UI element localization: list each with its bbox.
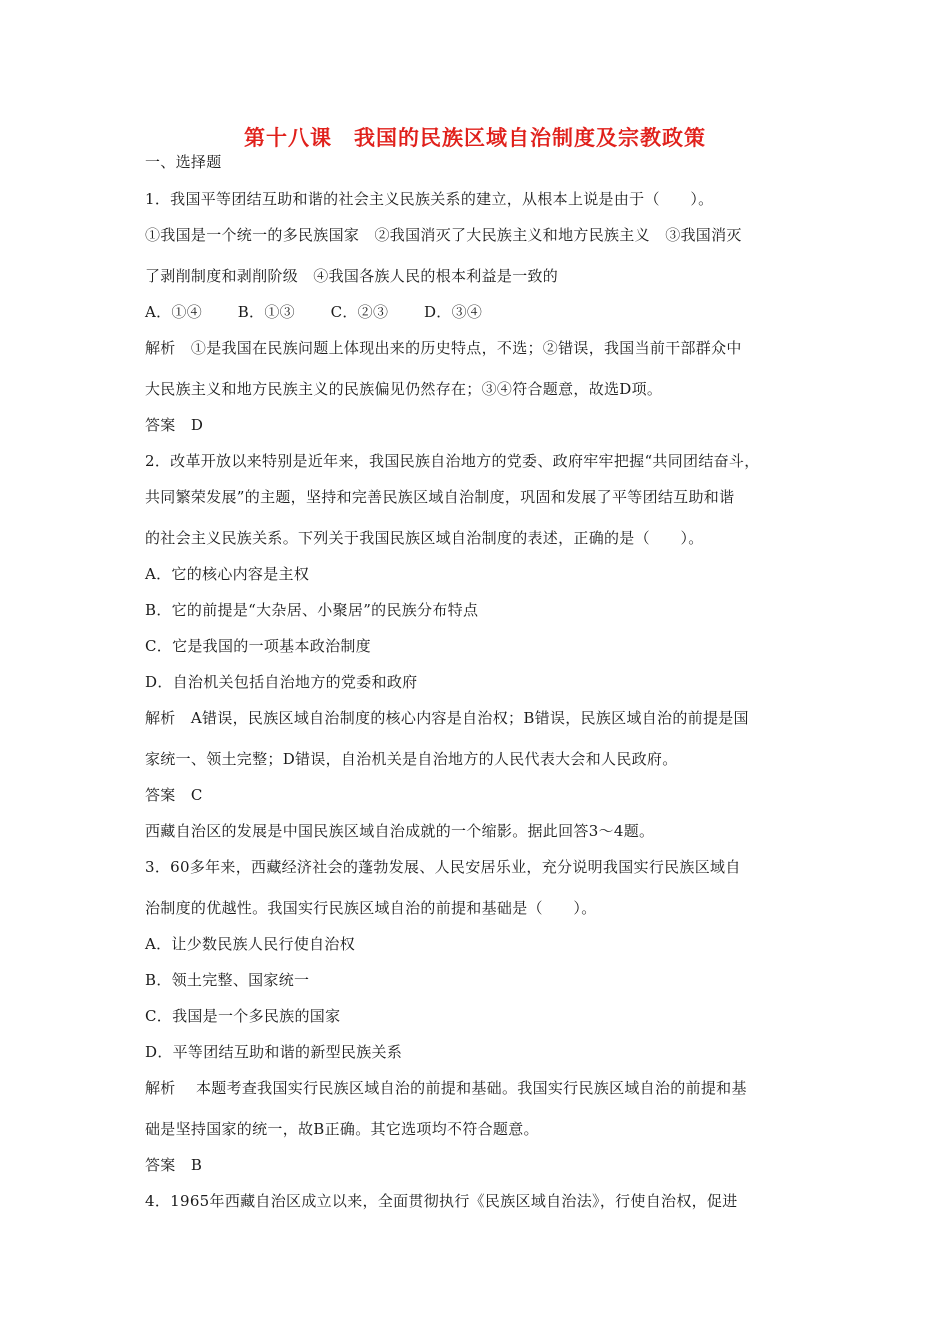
question-3-option-d: D．平等团结互助和谐的新型民族关系 — [145, 1043, 403, 1061]
question-2-analysis-line-2: 家统一、领土完整；D错误，自治机关是自治地方的人民代表大会和人民政府。 — [145, 750, 678, 768]
question-3-stem-line-2: 治制度的优越性。我国实行民族区域自治的前提和基础是（ ）。 — [145, 899, 597, 917]
question-3-option-c: C．我国是一个多民族的国家 — [145, 1007, 341, 1025]
question-2-answer: 答案 C — [145, 786, 203, 804]
question-4-stem-line-1: 4．1965年西藏自治区成立以来，全面贯彻执行《民族区域自治法》，行使自治权，促进 — [145, 1192, 738, 1210]
question-3-option-b: B．领土完整、国家统一 — [145, 971, 310, 989]
passage-text: 西藏自治区的发展是中国民族区域自治成就的一个缩影。据此回答3～4题。 — [145, 822, 655, 840]
question-2-stem-line-2: 共同繁荣发展”的主题，坚持和完善民族区域自治制度，巩固和发展了平等团结互助和谐 — [145, 488, 735, 506]
question-2-stem-line-3: 的社会主义民族关系。下列关于我国民族区域自治制度的表述，正确的是（ ）。 — [145, 529, 704, 547]
section-heading: 一、选择题 — [145, 153, 222, 171]
question-1-choices: A．①④ B．①③ C．②③ D．③④ — [145, 303, 483, 321]
question-3-answer: 答案 B — [145, 1156, 203, 1174]
question-3-analysis-line-2: 础是坚持国家的统一，故B正确。其它选项均不符合题意。 — [145, 1120, 539, 1138]
question-1-options-line-2: 了剥削制度和剥削阶级 ④我国各族人民的根本利益是一致的 — [145, 267, 559, 285]
page-title: 第十八课 我国的民族区域自治制度及宗教政策 — [244, 126, 706, 150]
question-2-option-a: A．它的核心内容是主权 — [145, 565, 310, 583]
question-1-stem: 1．我国平等团结互助和谐的社会主义民族关系的建立，从根本上说是由于（ ）。 — [145, 190, 714, 208]
question-2-option-c: C．它是我国的一项基本政治制度 — [145, 637, 371, 655]
question-3-option-a: A．让少数民族人民行使自治权 — [145, 935, 356, 953]
question-2-option-b: B．它的前提是“大杂居、小聚居”的民族分布特点 — [145, 601, 479, 619]
question-1-analysis-line-2: 大民族主义和地方民族主义的民族偏见仍然存在；③④符合题意，故选D项。 — [145, 380, 663, 398]
question-3-stem-line-1: 3．60多年来，西藏经济社会的蓬勃发展、人民安居乐业，充分说明我国实行民族区域自 — [145, 858, 741, 876]
question-2-analysis-line-1: 解析 A错误，民族区域自治制度的核心内容是自治权；B错误，民族区域自治的前提是国 — [145, 709, 749, 727]
question-2-stem-line-1: 2．改革开放以来特别是近年来，我国民族自治地方的党委、政府牢牢把握“共同团结奋斗， — [145, 452, 760, 470]
question-1-analysis-line-1: 解析 ①是我国在民族问题上体现出来的历史特点，不选；②错误，我国当前干部群众中 — [145, 339, 742, 357]
question-1-answer: 答案 D — [145, 416, 204, 434]
question-2-option-d: D．自治机关包括自治地方的党委和政府 — [145, 673, 418, 691]
question-3-analysis-line-1: 解析 本题考查我国实行民族区域自治的前提和基础。我国实行民族区域自治的前提和基 — [145, 1079, 747, 1097]
question-1-options-line-1: ①我国是一个统一的多民族国家 ②我国消灭了大民族主义和地方民族主义 ③我国消灭 — [145, 226, 742, 244]
